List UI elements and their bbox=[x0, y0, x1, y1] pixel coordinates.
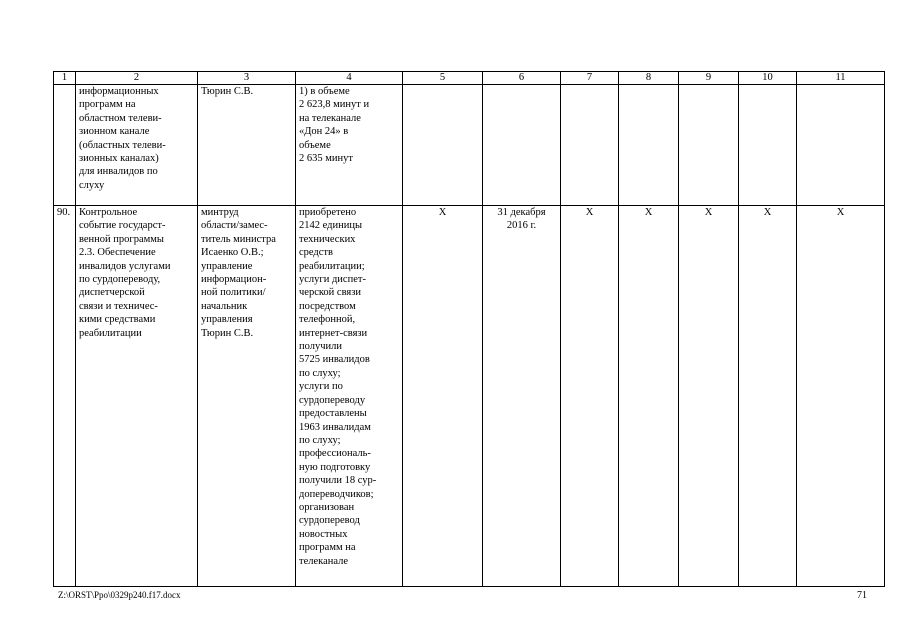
result-cell: 1) в объеме 2 623,8 минут и на телеканале «Дон 24» в объеме 2 635 минут bbox=[296, 85, 403, 206]
header-cell: 2 bbox=[76, 72, 198, 85]
table-row bbox=[54, 85, 885, 206]
header-cell: 9 bbox=[679, 72, 739, 85]
event-description-cell: Контрольное событие государст- венной программы 2.3. Обеспечение инвалидов услугами по сурдопереводу, диспетчерской связи и техничес- кими средствами реабилитации bbox=[76, 206, 198, 587]
header-cell: 4 bbox=[296, 72, 403, 85]
responsible-cell: минтруд области/замес- титель министра Исаенко О.В.; управление информацион- ной политики/ начальник управления Тюрин С.В. bbox=[198, 206, 296, 587]
table-cell bbox=[797, 85, 885, 206]
header-cell: 3 bbox=[198, 72, 296, 85]
header-cell: 7 bbox=[561, 72, 619, 85]
document-table bbox=[53, 71, 885, 587]
responsible-cell: Тюрин С.В. bbox=[198, 85, 296, 206]
header-cell: 10 bbox=[739, 72, 797, 85]
header-cell: 6 bbox=[483, 72, 561, 85]
table-cell: X bbox=[561, 206, 619, 587]
file-path: Z:\ORST\Ppo\0329p240.f17.docx bbox=[58, 590, 181, 600]
table-cell: X bbox=[797, 206, 885, 587]
event-description-cell: информационных программ на областном телеви- зионном канале (областных телеви- зионных каналах) для инвалидов по слуху bbox=[76, 85, 198, 206]
header-cell: 8 bbox=[619, 72, 679, 85]
table-cell bbox=[403, 85, 483, 206]
header-cell: 5 bbox=[403, 72, 483, 85]
deadline-cell: 31 декабря 2016 г. bbox=[483, 206, 561, 587]
page-number: 71 bbox=[857, 590, 867, 601]
table-cell: X bbox=[403, 206, 483, 587]
table-cell bbox=[619, 85, 679, 206]
header-cell: 1 bbox=[54, 72, 76, 85]
row-number-cell bbox=[54, 85, 76, 206]
row-number-cell: 90. bbox=[54, 206, 76, 587]
result-cell: приобретено 2142 единицы технических средств реабилитации; услуги диспет- черской связи посредством телефонной, интернет-связи получили 5725 инвалидов по слуху; услуги по сурдопереводу предоставлены 1963 инвалидам по слуху; профессиональ- ную подготовку получили 18 сур- допереводчиков; организован сурдоперевод новостных программ на телеканале bbox=[296, 206, 403, 587]
table-row bbox=[54, 206, 885, 587]
header-cell: 11 bbox=[797, 72, 885, 85]
table-cell: X bbox=[619, 206, 679, 587]
table-cell bbox=[561, 85, 619, 206]
table-cell bbox=[739, 85, 797, 206]
table-cell bbox=[679, 85, 739, 206]
header-row bbox=[54, 72, 885, 85]
table-cell: X bbox=[679, 206, 739, 587]
table-cell bbox=[483, 85, 561, 206]
table-cell: X bbox=[739, 206, 797, 587]
